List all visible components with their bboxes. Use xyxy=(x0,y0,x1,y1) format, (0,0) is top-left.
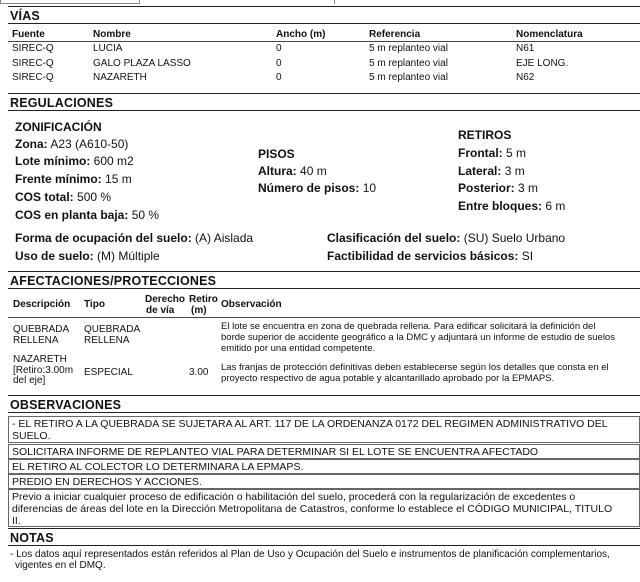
afect-header-derecho-line2: de vía xyxy=(146,305,175,316)
altura-label: Altura: xyxy=(258,164,297,178)
frente-minimo-row xyxy=(15,172,132,186)
cos-total-row xyxy=(15,190,111,204)
frente-minimo-label: Frente mínimo: xyxy=(15,172,102,186)
vias-cell-referencia: 5 m replanteo vial xyxy=(369,72,448,83)
uso-suelo-label: Uso de suelo: xyxy=(15,249,94,263)
observacion-line: SUELO. xyxy=(12,430,51,442)
afect-header-divider xyxy=(8,317,640,318)
clasificacion-suelo-row xyxy=(327,231,565,245)
previous-table-stub xyxy=(0,0,640,4)
retiro-lateral-value: 3 m xyxy=(504,164,525,178)
retiro-posterior-row xyxy=(458,181,538,195)
nota-line: vigentes en el DMQ. xyxy=(15,560,106,571)
vias-header-fuente: Fuente xyxy=(12,29,45,40)
cos-planta-baja-label: COS en planta baja: xyxy=(15,208,129,222)
retiro-frontal-value: 5 m xyxy=(506,146,527,160)
vias-cell-referencia: 5 m replanteo vial xyxy=(369,43,448,54)
vias-cell-nomenclatura: EJE LONG. xyxy=(516,58,569,69)
afect-obs-line: emitido por una entidad competente. xyxy=(221,343,376,354)
forma-ocupacion-row xyxy=(15,231,253,245)
numero-pisos-label: Número de pisos: xyxy=(258,181,360,195)
factibilidad-value: SI xyxy=(521,249,534,263)
observacion-item xyxy=(8,416,640,443)
afect-cell-descripcion xyxy=(13,324,69,346)
retiro-lateral-row xyxy=(458,164,525,178)
clasificacion-suelo-label: Clasificación del suelo: xyxy=(327,231,461,245)
zona-label: Zona: xyxy=(15,137,48,151)
cos-total-label: COS total: xyxy=(15,190,74,204)
afect-cell-retiro: 3.00 xyxy=(189,367,209,378)
afect-desc-line: QUEBRADA xyxy=(13,324,70,335)
afect-desc-line: del eje] xyxy=(13,375,46,386)
vias-header-referencia: Referencia xyxy=(369,29,421,40)
afect-cell-observacion xyxy=(221,362,609,384)
observacion-line: diferencias de áreas del lote en la Dirección Metropolitana de Catastros, conforme lo establece el CÓDIGO MUNICIPAL, TITULO xyxy=(12,503,613,515)
retiro-frontal-label: Frontal: xyxy=(458,146,503,160)
uso-suelo-value: (M) Múltiple xyxy=(97,249,160,263)
lote-minimo-row xyxy=(15,154,134,168)
retiros-heading: RETIROS xyxy=(458,128,512,142)
vias-cell-nomenclatura: N61 xyxy=(516,43,535,54)
nota-line: - Los datos aquí representados están referidos al Plan de Uso y Ocupación del Suelo e instrumentos de planificación complementarios, xyxy=(10,549,610,560)
section-vias-title: VÍAS xyxy=(8,6,640,24)
vias-cell-ancho: 0 xyxy=(276,43,282,54)
forma-ocupacion-value: (A) Aislada xyxy=(195,231,254,245)
observacion-item xyxy=(8,444,640,459)
nota-item xyxy=(10,549,610,571)
retiro-entre-bloques-value: 6 m xyxy=(545,199,566,213)
vias-cell-nombre: GALO PLAZA LASSO xyxy=(93,58,191,69)
afect-tipo-line: RELLENA xyxy=(84,335,130,346)
vias-cell-fuente: SIREC-Q xyxy=(12,72,54,83)
vias-cell-ancho: 0 xyxy=(276,72,282,83)
vias-cell-ancho: 0 xyxy=(276,58,282,69)
afect-header-tipo: Tipo xyxy=(84,299,105,310)
lote-minimo-value: 600 m2 xyxy=(93,154,134,168)
observacion-line: SOLICITARA INFORME DE REPLANTEO VIAL PARA DETERMINAR SI EL LOTE SE ENCUENTRA AFECTADO xyxy=(12,446,539,458)
afect-header-retiro xyxy=(189,294,218,316)
zona-value: A23 (A610-50) xyxy=(50,137,129,151)
afect-obs-line: Las franjas de protección definitivas deben establecerse según los detalles que consta en el xyxy=(221,362,609,373)
section-notas-title: NOTAS xyxy=(8,528,640,546)
retiro-frontal-row xyxy=(458,146,526,160)
cos-planta-baja-value: 50 % xyxy=(131,208,160,222)
afect-header-observacion: Observación xyxy=(221,299,282,310)
afect-obs-line: proyecto respectivo de agua potable y alcantarillado aprobado por la EPMAPS. xyxy=(221,373,555,384)
altura-row xyxy=(258,164,327,178)
vias-header-nombre: Nombre xyxy=(93,29,131,40)
numero-pisos-value: 10 xyxy=(362,181,377,195)
observacion-line: PREDIO EN DERECHOS Y ACCIONES. xyxy=(12,476,202,488)
clasificacion-suelo-value: (SU) Suelo Urbano xyxy=(463,231,566,245)
afect-tipo-line: QUEBRADA xyxy=(84,324,141,335)
vias-cell-fuente: SIREC-Q xyxy=(12,58,54,69)
altura-value: 40 m xyxy=(300,164,327,178)
zona-row xyxy=(15,137,128,151)
vias-cell-fuente: SIREC-Q xyxy=(12,43,54,54)
observacion-item xyxy=(8,474,640,489)
afect-cell-observacion xyxy=(221,321,615,354)
vias-cell-nombre: LUCIA xyxy=(93,43,123,54)
afect-cell-tipo: ESPECIAL xyxy=(84,367,133,378)
uso-suelo-row xyxy=(15,249,160,263)
retiro-posterior-value: 3 m xyxy=(518,181,539,195)
cos-total-value: 500 % xyxy=(77,190,112,204)
vias-cell-nomenclatura: N62 xyxy=(516,72,535,83)
afect-header-retiro-line2: (m) xyxy=(191,305,207,316)
afect-desc-line: [Retiro:3.00m xyxy=(13,364,74,376)
pisos-heading: PISOS xyxy=(258,147,295,161)
frente-minimo-value: 15 m xyxy=(105,172,132,186)
afect-header-retiro-line1: Retiro xyxy=(189,294,218,305)
vias-header-divider xyxy=(8,41,640,42)
numero-pisos-row xyxy=(258,181,376,195)
retiro-entre-bloques-label: Entre bloques: xyxy=(458,199,543,213)
observacion-line: EL RETIRO AL COLECTOR LO DETERMINARA LA EPMAPS. xyxy=(12,461,304,473)
section-afectaciones-title: AFECTACIONES/PROTECCIONES xyxy=(8,271,640,289)
observacion-item xyxy=(8,489,640,527)
afect-header-derecho-via xyxy=(145,294,185,316)
lote-minimo-label: Lote mínimo: xyxy=(15,154,91,168)
vias-header-nomenclatura: Nomenclatura xyxy=(516,29,583,40)
vias-cell-referencia: 5 m replanteo vial xyxy=(369,58,448,69)
retiro-entre-bloques-row xyxy=(458,199,565,213)
observacion-line: II. xyxy=(12,515,21,527)
cos-planta-baja-row xyxy=(15,208,159,222)
zonificacion-heading: ZONIFICACIÓN xyxy=(15,120,102,134)
vias-header-ancho: Ancho (m) xyxy=(276,29,326,40)
retiro-lateral-label: Lateral: xyxy=(458,164,502,178)
afect-header-descripcion: Descripción xyxy=(13,299,71,310)
afect-cell-descripcion xyxy=(13,355,73,387)
factibilidad-row xyxy=(327,249,533,263)
afect-header-derecho-line1: Derecho xyxy=(145,294,186,305)
afect-cell-tipo xyxy=(84,324,140,346)
observacion-line: Previo a iniciar cualquier proceso de edificación o habilitación del suelo, procederá con la regularización de excedentes o xyxy=(12,491,576,503)
observacion-item xyxy=(8,459,640,474)
vias-cell-nombre: NAZARETH xyxy=(93,72,147,83)
afect-obs-line: borde superior de accidente geográfico a la DMC y adjuntará un informe de estudio de suelos xyxy=(221,332,615,343)
section-regulaciones-title: REGULACIONES xyxy=(8,93,640,111)
observacion-line: - EL RETIRO A LA QUEBRADA SE SUJETARA AL ART. 117 DE LA ORDENANZA 0172 DEL REGIMEN ADMINISTRATIVO DEL xyxy=(12,418,608,430)
afect-desc-line: RELLENA xyxy=(13,335,59,346)
factibilidad-label: Factibilidad de servicios básicos: xyxy=(327,249,519,263)
section-observaciones-title: OBSERVACIONES xyxy=(8,395,640,413)
retiro-posterior-label: Posterior: xyxy=(458,181,515,195)
afect-obs-line: El lote se encuentra en zona de quebrada rellena. Para edificar solicitará la definición del xyxy=(221,321,596,332)
forma-ocupacion-label: Forma de ocupación del suelo: xyxy=(15,231,192,245)
afect-desc-line: NAZARETH xyxy=(13,354,67,365)
